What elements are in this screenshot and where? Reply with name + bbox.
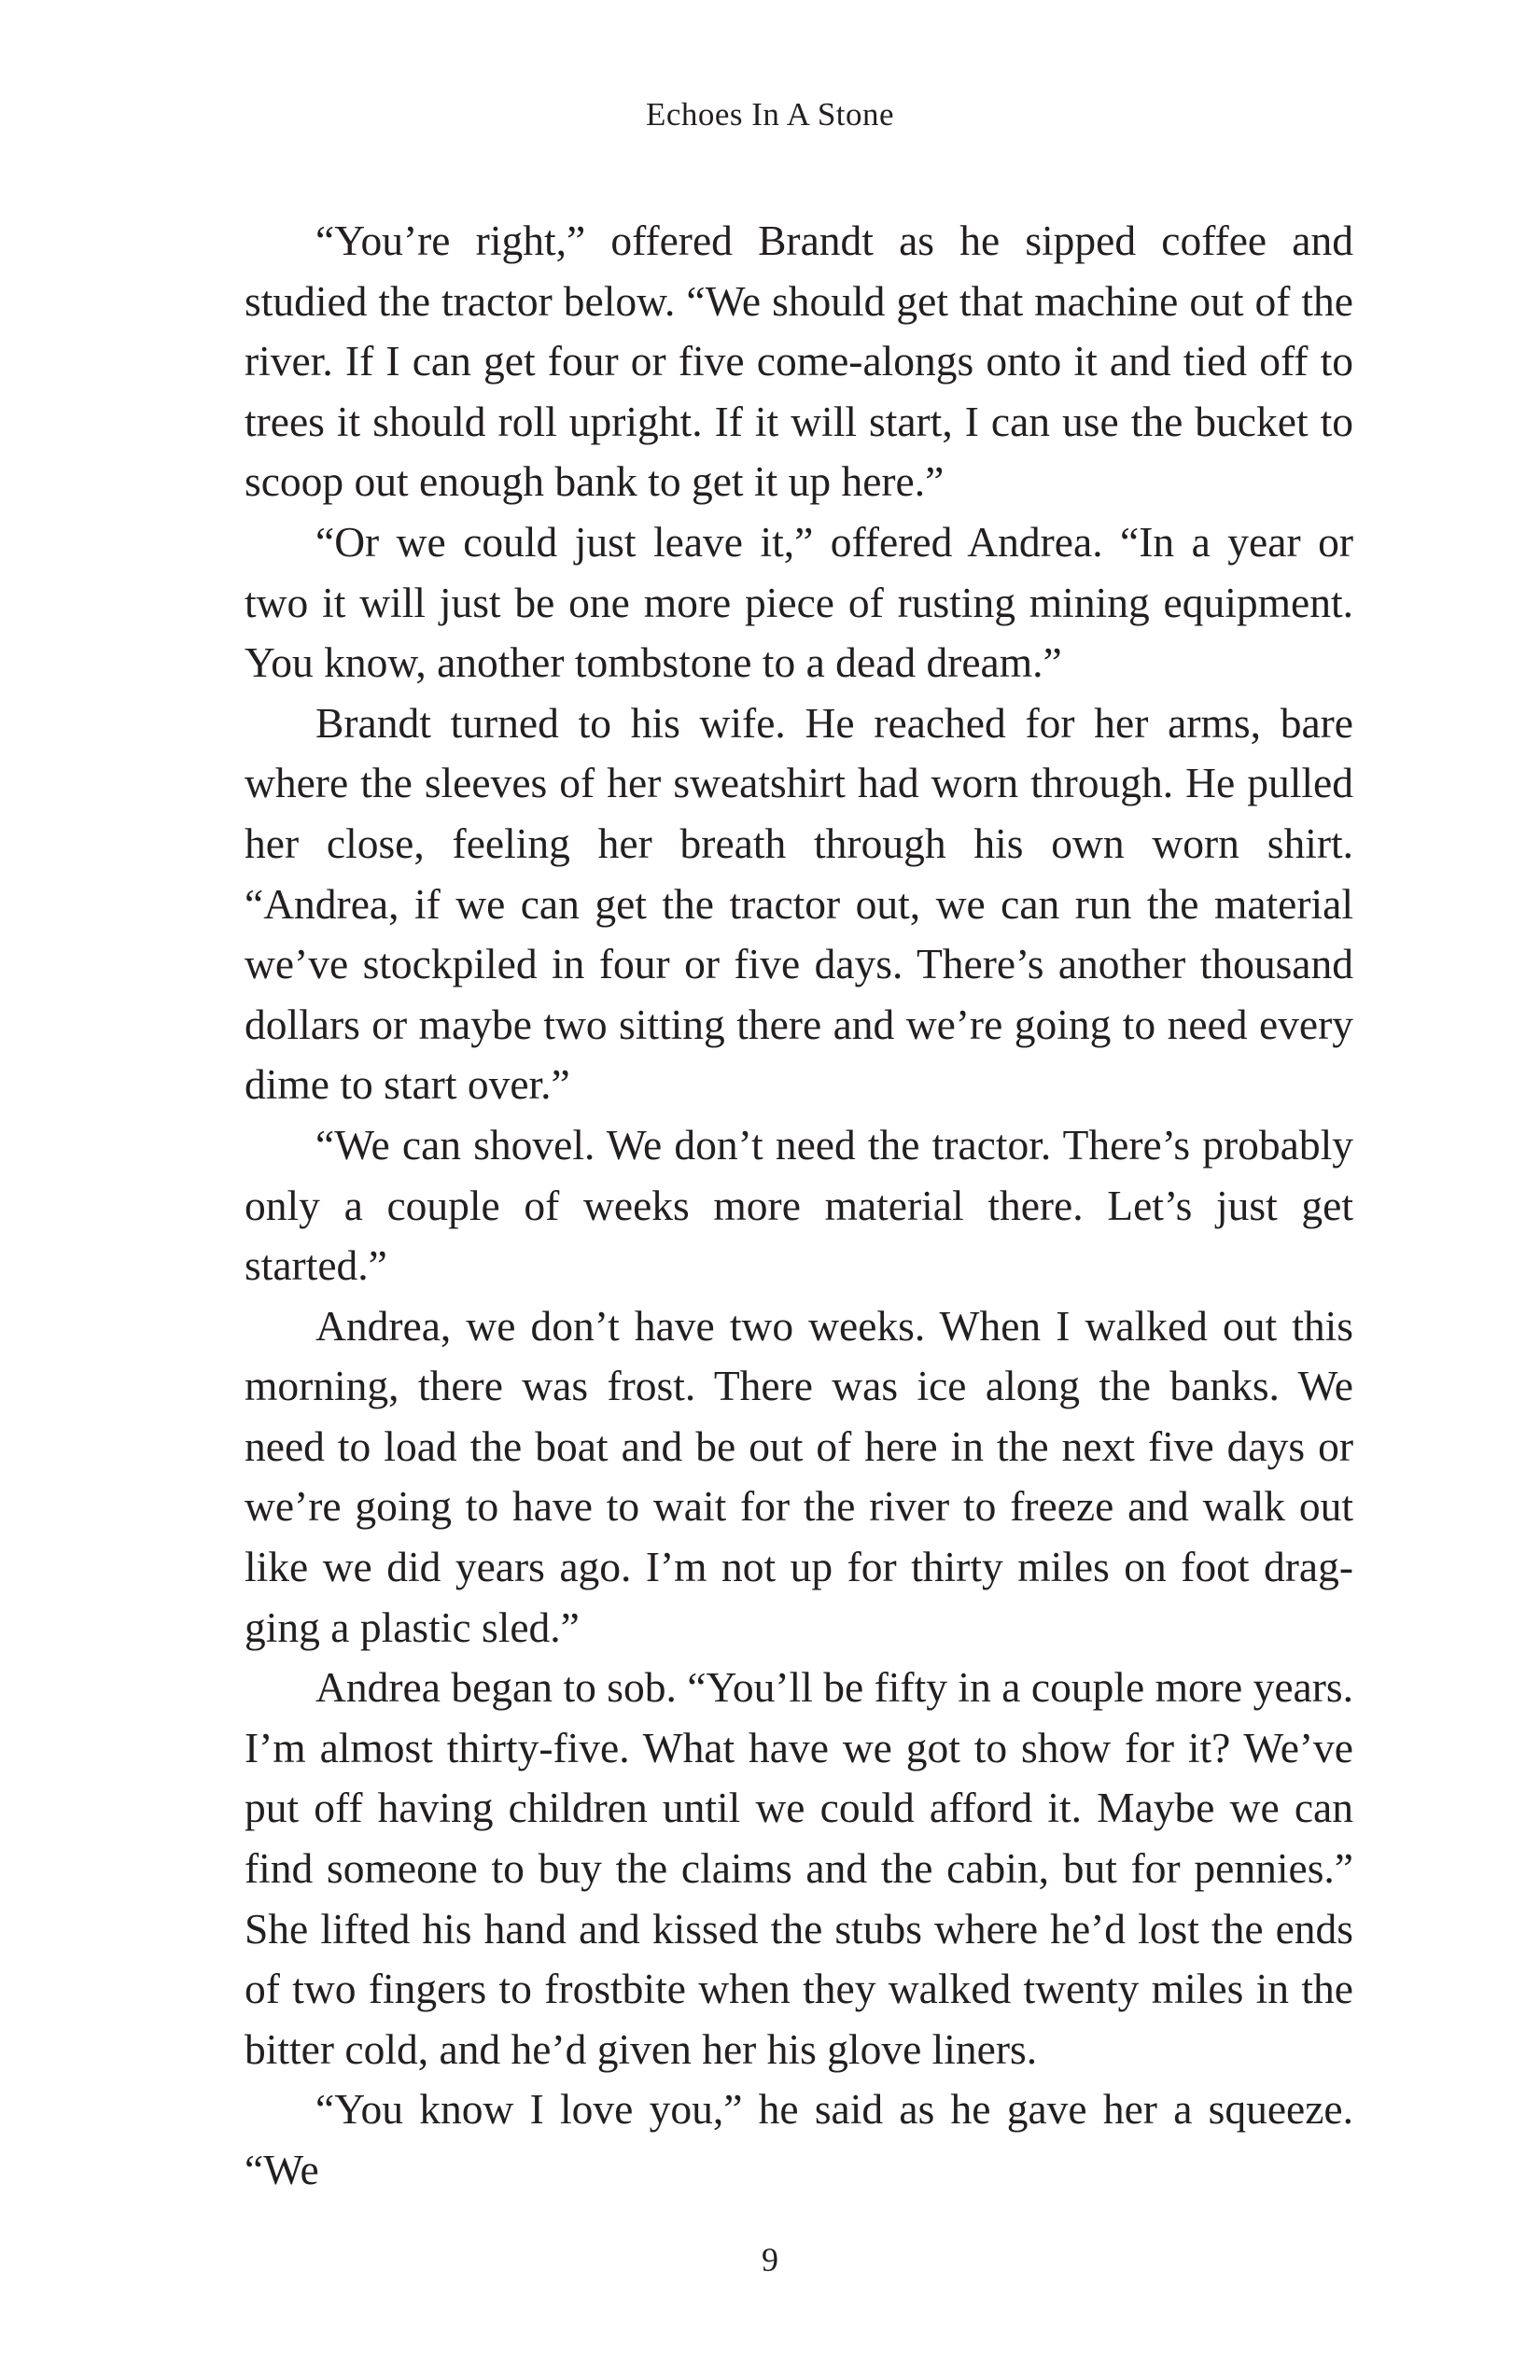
paragraph: “You know I love you,” he said as he gave her a squeeze. “We bbox=[245, 2085, 1353, 2193]
paragraph: “You’re right,” offered Brandt as he sipped coffee and studied the tractor below. “We should get that machine out of the river. If I can get four or five come-alongs onto it and tied off to trees it should roll upright. If it will start, I can use the bucket to scoop out enough bank to get it up here.” bbox=[245, 217, 1353, 506]
paragraph: Andrea, we don’t have two weeks. When I walked out this morning, there was frost. There was ice along the banks. We need to load the boat and be out of here in the next five days or we’re going to have to wait for the river to freeze and walk out like we did years ago. I’m not up for thirty miles on foot dragging a plastic sled.” bbox=[245, 1301, 1353, 1651]
paragraph: Andrea began to sob. “You’ll be fifty in a couple more years. I’m almost thirty-five. What have we got to show for it? We’ve put off having children until we could afford it. Maybe we can find someone to buy the claims and the cabin, but for pennies.” She lifted his hand and kissed the stubs where he’d lost the ends of two fingers to frostbite when they walked twenty miles in the bitter cold, and he’d given her his glove liners. bbox=[245, 1663, 1353, 2073]
paragraph: Brandt turned to his wife. He reached for her arms, bare where the sleeves of her sweatshirt had worn through. He pulled her close, feeling her breath through his own worn shirt. “Andrea, if we can get the tractor out, we can run the material we’ve stockpiled in four or five days. There’s another thousand dollars or maybe two sitting there and we’re going to need every dime to start over.” bbox=[245, 698, 1353, 1109]
page-number: 9 bbox=[762, 2241, 778, 2278]
paragraph: “We can shovel. We don’t need the tractor. There’s probably only a couple of weeks more material there. Let’s just get started.” bbox=[245, 1120, 1353, 1290]
body-text bbox=[245, 211, 1353, 2201]
running-head: Echoes In A Stone bbox=[645, 96, 895, 133]
paragraph: “Or we could just leave it,” offered Andrea. “In a year or two it will just be one more piece of rusting mining equipment. You know, another tombstone to a dead dream.” bbox=[245, 517, 1353, 687]
